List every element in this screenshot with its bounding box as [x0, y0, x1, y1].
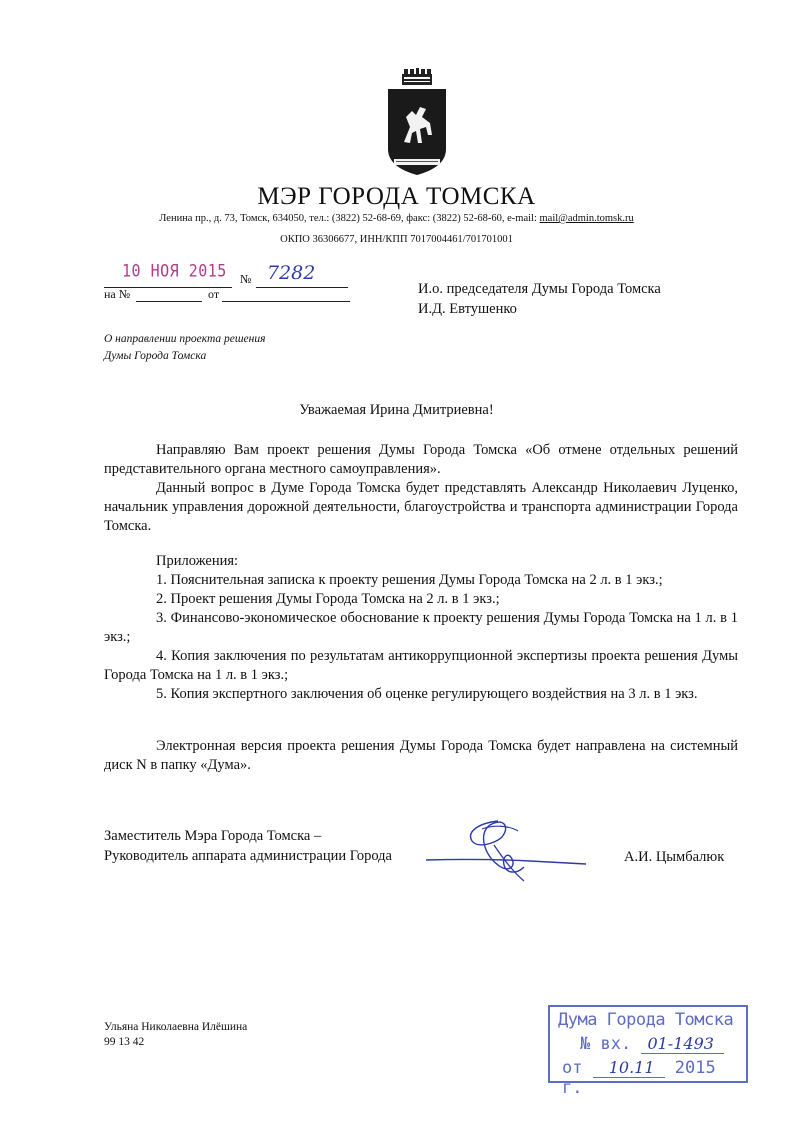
signatory-name: А.И. Цымбалюк: [624, 849, 725, 865]
attachments-block: [104, 552, 738, 704]
body-paragraph-3: Электронная версия проекта решения Думы Города Томска будет направлена на системный диск N в папку «Дума».: [104, 738, 738, 773]
attachments-heading: Приложения:: [156, 553, 239, 569]
subject-block: [104, 331, 265, 365]
stamp-incoming-label: № вх.: [580, 1034, 632, 1054]
reply-number-underline: [136, 301, 202, 302]
stamp-date: 10.11: [593, 1058, 665, 1078]
body-paragraph-1: Направляю Вам проект решения Думы Города Томска «Об отмене отдельных решений представительного органа местного самоуправления».: [104, 442, 738, 477]
closing-block: [104, 737, 738, 775]
stamp-incoming-number: 01-1493: [641, 1034, 723, 1054]
coat-of-arms-icon: [386, 87, 448, 177]
letter-body: [104, 441, 738, 536]
attachment-item: 3. Финансово-экономическое обоснование к проекту решения Думы Города Томска на 1 л. в 1 экз.;: [104, 610, 738, 645]
outgoing-number: 7282: [267, 262, 316, 284]
crest-crown-icon: [401, 68, 433, 86]
address-line: [0, 213, 793, 224]
subject-line-1: О направлении проекта решения: [104, 333, 266, 345]
stamp-date-label: от: [562, 1058, 583, 1078]
outgoing-date-stamp: 10 НОЯ 2015: [122, 260, 227, 282]
signatory-position-line-1: Заместитель Мэра Города Томска –: [104, 828, 322, 844]
recipient-name: И.Д. Евтушенко: [418, 301, 517, 317]
executor-name: Ульяна Николаевна Илёшина: [104, 1021, 248, 1033]
body-paragraph-2: Данный вопрос в Думе Города Томска будет представлять Александр Николаевич Луценко, начальник управления дорожной деятельности, благоустройства и транспорта администрации Города Томска.: [104, 480, 738, 534]
reply-date-label: от: [208, 287, 220, 301]
number-underline: [256, 287, 348, 288]
stamp-year: 2015: [674, 1058, 716, 1078]
attachment-item: 2. Проект решения Думы Города Томска на 2 л. в 1 экз.;: [156, 591, 500, 607]
organization-title: МЭР ГОРОДА ТОМСКА: [257, 183, 536, 210]
address-text: Ленина пр., д. 73, Томск, 634050, тел.: (3822) 52-68-69, факс: (3822) 52-68-60, e-mail:: [159, 213, 540, 224]
stamp-date-row: [562, 1058, 746, 1098]
greeting: Уважаемая Ирина Дмитриевна!: [299, 402, 494, 418]
attachment-item: 1. Пояснительная записка к проекту решения Думы Города Томска на 2 л. в 1 экз.;: [156, 572, 663, 588]
handwritten-signature-icon: [420, 815, 590, 890]
attachment-item: 4. Копия заключения по результатам антикоррупционной экспертизы проекта решения Думы Города Томска на 1 л. в 1 экз.;: [104, 648, 738, 683]
stamp-incoming-number-row: [580, 1034, 724, 1054]
executor-block: [104, 1020, 247, 1050]
stamp-year-suffix: г.: [562, 1078, 583, 1098]
number-label: №: [240, 272, 252, 286]
reply-to-number-label: на №: [104, 287, 131, 301]
okpo-line: ОКПО 36306677, ИНН/КПП 7017004461/701701001: [280, 234, 513, 245]
incoming-registration-stamp: [548, 1005, 748, 1098]
signatory-position-line-2: Руководитель аппарата администрации Города: [104, 848, 392, 864]
executor-phone: 99 13 42: [104, 1036, 145, 1048]
attachment-item: 5. Копия экспертного заключения об оценке регулирующего воздействия на 3 л. в 1 экз.: [156, 686, 698, 702]
signatory-position: [104, 826, 392, 866]
subject-line-2: Думы Города Томска: [104, 350, 207, 362]
email-link[interactable]: mail@admin.tomsk.ru: [539, 213, 634, 224]
recipient-position: И.о. председателя Думы Города Томска: [418, 281, 661, 297]
stamp-organization: Дума Города Томска: [558, 1010, 734, 1030]
reply-date-underline: [222, 301, 350, 302]
recipient-block: [418, 279, 661, 319]
